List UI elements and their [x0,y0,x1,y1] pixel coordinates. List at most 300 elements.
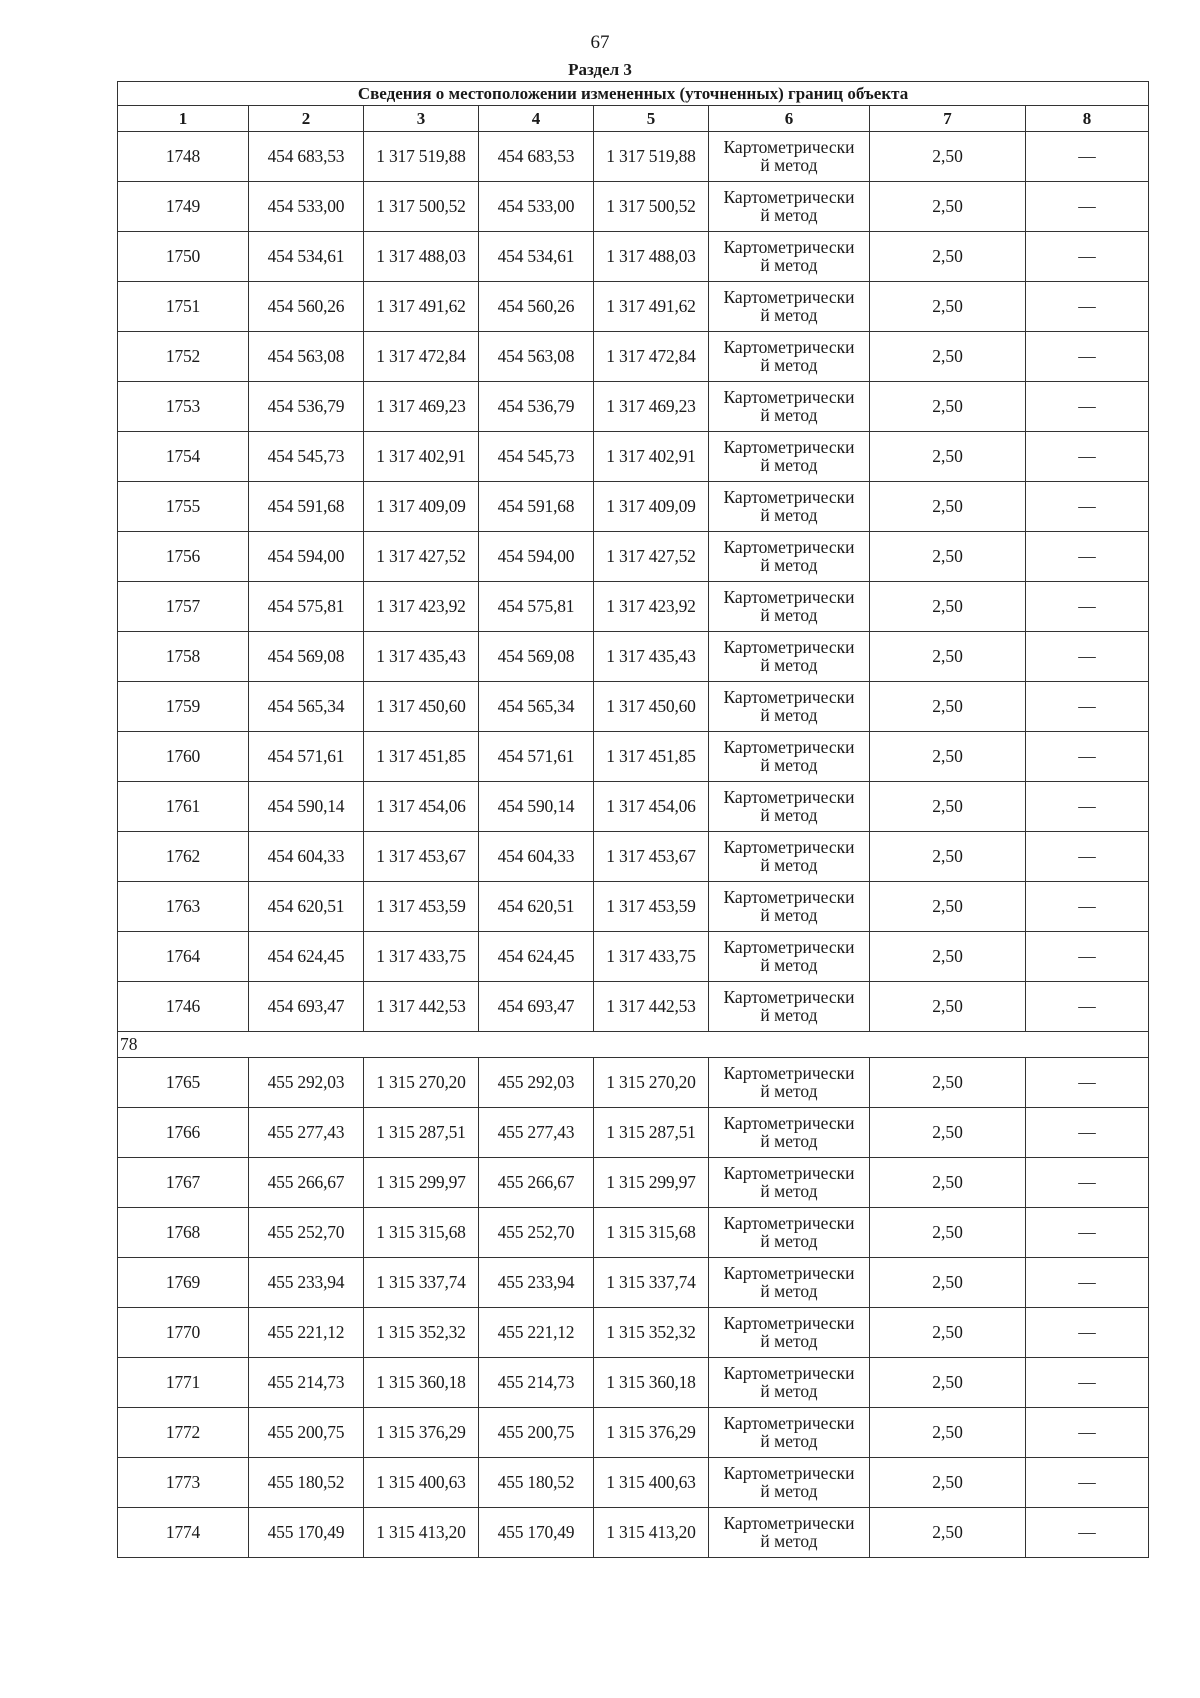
y-existing-cell: 1 315 413,20 [364,1508,479,1558]
method-line: й метод [760,204,818,225]
x-existing-cell: 454 590,14 [249,782,364,832]
table-row [118,782,1149,832]
description-cell: — [1026,482,1149,532]
method-line: й метод [760,1130,818,1151]
y-new-cell: 1 317 435,43 [594,632,709,682]
table-row [118,382,1149,432]
table-row [118,482,1149,532]
x-existing-cell: 454 693,47 [249,982,364,1032]
x-new-cell: 455 292,03 [479,1058,594,1108]
y-existing-cell: 1 317 435,43 [364,632,479,682]
precision-cell: 2,50 [870,1058,1026,1108]
y-existing-cell: 1 317 519,88 [364,132,479,182]
point-number-cell: 1752 [118,332,249,382]
method-cell [709,682,870,732]
page-number: 67 [590,32,610,53]
method-line: й метод [760,404,818,425]
precision-cell: 2,50 [870,182,1026,232]
y-existing-cell: 1 317 423,92 [364,582,479,632]
method-cell [709,932,870,982]
method-line: й метод [760,1004,818,1025]
x-existing-cell: 454 533,00 [249,182,364,232]
description-cell: — [1026,682,1149,732]
point-number-cell: 1772 [118,1408,249,1458]
method-cell [709,1358,870,1408]
method-line: Картометрически [723,687,855,707]
table-caption: Сведения о местоположении измененных (уточненных) границ объекта [118,82,1149,106]
x-new-cell: 454 591,68 [479,482,594,532]
y-existing-cell: 1 317 454,06 [364,782,479,832]
y-existing-cell: 1 317 450,60 [364,682,479,732]
method-line: й метод [760,454,818,475]
method-cell [709,232,870,282]
method-line: Картометрически [723,1063,855,1083]
y-new-cell: 1 317 472,84 [594,332,709,382]
point-number-cell: 1758 [118,632,249,682]
column-number: 5 [594,106,709,132]
y-new-cell: 1 315 315,68 [594,1208,709,1258]
point-number-cell: 1746 [118,982,249,1032]
precision-cell: 2,50 [870,232,1026,282]
y-existing-cell: 1 317 442,53 [364,982,479,1032]
y-new-cell: 1 315 400,63 [594,1458,709,1508]
y-existing-cell: 1 317 402,91 [364,432,479,482]
y-existing-cell: 1 317 433,75 [364,932,479,982]
method-cell [709,1158,870,1208]
point-number-cell: 1769 [118,1258,249,1308]
method-line: й метод [760,954,818,975]
x-new-cell: 454 620,51 [479,882,594,932]
table-row [118,1508,1149,1558]
method-line: й метод [760,904,818,925]
column-number: 4 [479,106,594,132]
y-new-cell: 1 317 402,91 [594,432,709,482]
y-new-cell: 1 317 427,52 [594,532,709,582]
column-number-row [118,106,1149,132]
method-line: й метод [760,254,818,275]
x-new-cell: 454 575,81 [479,582,594,632]
column-number: 7 [870,106,1026,132]
description-cell: — [1026,1058,1149,1108]
method-cell [709,1508,870,1558]
point-number-cell: 1771 [118,1358,249,1408]
x-new-cell: 454 604,33 [479,832,594,882]
method-cell [709,282,870,332]
point-number-cell: 1753 [118,382,249,432]
method-line: Картометрически [723,1263,855,1283]
method-cell [709,1258,870,1308]
method-line: Картометрически [723,587,855,607]
method-line: Картометрически [723,337,855,357]
table-row [118,882,1149,932]
method-line: й метод [760,154,818,175]
x-new-cell: 454 683,53 [479,132,594,182]
x-existing-cell: 454 624,45 [249,932,364,982]
method-cell [709,1308,870,1358]
y-new-cell: 1 315 287,51 [594,1108,709,1158]
x-new-cell: 454 563,08 [479,332,594,382]
description-cell: — [1026,1258,1149,1308]
point-number-cell: 1750 [118,232,249,282]
method-line: Картометрически [723,387,855,407]
precision-cell: 2,50 [870,832,1026,882]
method-line: Картометрически [723,287,855,307]
table-row [118,182,1149,232]
method-cell [709,582,870,632]
x-new-cell: 454 693,47 [479,982,594,1032]
table-row [118,282,1149,332]
method-line: й метод [760,1330,818,1351]
method-cell [709,632,870,682]
y-existing-cell: 1 315 352,32 [364,1308,479,1358]
method-line: Картометрически [723,187,855,207]
description-cell: — [1026,182,1149,232]
point-number-cell: 1774 [118,1508,249,1558]
x-existing-cell: 455 292,03 [249,1058,364,1108]
y-new-cell: 1 315 270,20 [594,1058,709,1108]
x-new-cell: 454 533,00 [479,182,594,232]
y-existing-cell: 1 317 409,09 [364,482,479,532]
method-cell [709,132,870,182]
precision-cell: 2,50 [870,432,1026,482]
y-new-cell: 1 317 409,09 [594,482,709,532]
x-existing-cell: 454 545,73 [249,432,364,482]
method-line: Картометрически [723,1113,855,1133]
description-cell: — [1026,832,1149,882]
x-new-cell: 454 545,73 [479,432,594,482]
precision-cell: 2,50 [870,332,1026,382]
y-existing-cell: 1 317 500,52 [364,182,479,232]
method-line: й метод [760,304,818,325]
precision-cell: 2,50 [870,1258,1026,1308]
y-new-cell: 1 317 433,75 [594,932,709,982]
description-cell: — [1026,382,1149,432]
description-cell: — [1026,1108,1149,1158]
table-row [118,732,1149,782]
description-cell: — [1026,1458,1149,1508]
method-line: й метод [760,654,818,675]
y-existing-cell: 1 315 337,74 [364,1258,479,1308]
method-cell [709,782,870,832]
table-row [118,1108,1149,1158]
method-line: Картометрически [723,737,855,757]
y-new-cell: 1 317 423,92 [594,582,709,632]
y-existing-cell: 1 317 488,03 [364,232,479,282]
method-cell [709,982,870,1032]
table-row [118,1308,1149,1358]
method-cell [709,332,870,382]
method-line: Картометрически [723,1213,855,1233]
point-number-cell: 1751 [118,282,249,332]
x-new-cell: 455 200,75 [479,1408,594,1458]
y-new-cell: 1 315 299,97 [594,1158,709,1208]
method-cell [709,1058,870,1108]
description-cell: — [1026,132,1149,182]
x-new-cell: 455 221,12 [479,1308,594,1358]
point-number-cell: 1763 [118,882,249,932]
point-number-cell: 1762 [118,832,249,882]
table-row [118,1258,1149,1308]
table-row [118,1158,1149,1208]
x-existing-cell: 455 214,73 [249,1358,364,1408]
method-cell [709,732,870,782]
description-cell: — [1026,232,1149,282]
group-label: 78 [118,1032,1149,1058]
precision-cell: 2,50 [870,1508,1026,1558]
point-number-cell: 1755 [118,482,249,532]
method-line: Картометрически [723,887,855,907]
table-row [118,1458,1149,1508]
y-existing-cell: 1 317 451,85 [364,732,479,782]
point-number-cell: 1759 [118,682,249,732]
method-cell [709,882,870,932]
precision-cell: 2,50 [870,1158,1026,1208]
table-row [118,1208,1149,1258]
description-cell: — [1026,632,1149,682]
y-existing-cell: 1 315 360,18 [364,1358,479,1408]
y-new-cell: 1 317 453,67 [594,832,709,882]
method-line: Картометрически [723,1363,855,1383]
table-caption-row [118,82,1149,106]
table-row [118,582,1149,632]
method-cell [709,432,870,482]
description-cell: — [1026,282,1149,332]
y-existing-cell: 1 317 427,52 [364,532,479,582]
point-number-cell: 1765 [118,1058,249,1108]
method-line: Картометрически [723,437,855,457]
precision-cell: 2,50 [870,1208,1026,1258]
method-line: Картометрически [723,137,855,157]
point-number-cell: 1761 [118,782,249,832]
method-line: й метод [760,1230,818,1251]
method-line: Картометрически [723,937,855,957]
y-existing-cell: 1 315 376,29 [364,1408,479,1458]
table-row [118,232,1149,282]
precision-cell: 2,50 [870,932,1026,982]
table-row [118,632,1149,682]
x-existing-cell: 454 591,68 [249,482,364,532]
method-cell [709,1208,870,1258]
x-new-cell: 454 569,08 [479,632,594,682]
y-new-cell: 1 315 413,20 [594,1508,709,1558]
method-line: й метод [760,1080,818,1101]
x-new-cell: 454 560,26 [479,282,594,332]
method-line: Картометрически [723,637,855,657]
method-line: й метод [760,504,818,525]
method-line: Картометрически [723,237,855,257]
method-line: й метод [760,1530,818,1551]
point-number-cell: 1764 [118,932,249,982]
description-cell: — [1026,532,1149,582]
description-cell: — [1026,932,1149,982]
method-line: й метод [760,1480,818,1501]
method-cell [709,1458,870,1508]
x-new-cell: 454 534,61 [479,232,594,282]
y-new-cell: 1 315 352,32 [594,1308,709,1358]
method-cell [709,832,870,882]
x-existing-cell: 454 571,61 [249,732,364,782]
y-new-cell: 1 317 488,03 [594,232,709,282]
description-cell: — [1026,432,1149,482]
x-new-cell: 455 266,67 [479,1158,594,1208]
method-line: й метод [760,804,818,825]
description-cell: — [1026,1358,1149,1408]
table-row [118,932,1149,982]
x-existing-cell: 454 565,34 [249,682,364,732]
boundary-coordinates-table [117,81,1149,1558]
y-new-cell: 1 317 500,52 [594,182,709,232]
description-cell: — [1026,582,1149,632]
x-existing-cell: 454 569,08 [249,632,364,682]
point-number-cell: 1767 [118,1158,249,1208]
x-existing-cell: 454 594,00 [249,532,364,582]
method-line: й метод [760,354,818,375]
table-row [118,532,1149,582]
column-number: 1 [118,106,249,132]
x-existing-cell: 454 620,51 [249,882,364,932]
precision-cell: 2,50 [870,1108,1026,1158]
description-cell: — [1026,1208,1149,1258]
y-existing-cell: 1 317 453,59 [364,882,479,932]
group-separator-row [118,1032,1149,1058]
y-existing-cell: 1 317 469,23 [364,382,479,432]
x-existing-cell: 454 536,79 [249,382,364,432]
method-line: Картометрически [723,987,855,1007]
y-new-cell: 1 317 519,88 [594,132,709,182]
table-row [118,132,1149,182]
x-new-cell: 455 277,43 [479,1108,594,1158]
method-line: Картометрически [723,1413,855,1433]
method-cell [709,182,870,232]
y-existing-cell: 1 315 400,63 [364,1458,479,1508]
point-number-cell: 1748 [118,132,249,182]
x-new-cell: 455 233,94 [479,1258,594,1308]
table-row [118,1408,1149,1458]
precision-cell: 2,50 [870,732,1026,782]
method-cell [709,482,870,532]
y-existing-cell: 1 315 287,51 [364,1108,479,1158]
precision-cell: 2,50 [870,1408,1026,1458]
point-number-cell: 1749 [118,182,249,232]
method-cell [709,1408,870,1458]
x-existing-cell: 454 560,26 [249,282,364,332]
method-line: Картометрически [723,487,855,507]
method-line: Картометрически [723,787,855,807]
y-new-cell: 1 317 453,59 [594,882,709,932]
point-number-cell: 1760 [118,732,249,782]
description-cell: — [1026,732,1149,782]
method-cell [709,382,870,432]
y-existing-cell: 1 315 299,97 [364,1158,479,1208]
x-existing-cell: 454 534,61 [249,232,364,282]
method-line: й метод [760,554,818,575]
description-cell: — [1026,982,1149,1032]
x-new-cell: 454 571,61 [479,732,594,782]
method-line: й метод [760,604,818,625]
x-existing-cell: 455 252,70 [249,1208,364,1258]
y-new-cell: 1 315 376,29 [594,1408,709,1458]
x-existing-cell: 455 266,67 [249,1158,364,1208]
y-new-cell: 1 317 451,85 [594,732,709,782]
x-existing-cell: 454 575,81 [249,582,364,632]
precision-cell: 2,50 [870,382,1026,432]
method-line: й метод [760,704,818,725]
description-cell: — [1026,1408,1149,1458]
precision-cell: 2,50 [870,982,1026,1032]
description-cell: — [1026,1508,1149,1558]
x-new-cell: 454 590,14 [479,782,594,832]
method-line: й метод [760,1180,818,1201]
y-existing-cell: 1 317 453,67 [364,832,479,882]
precision-cell: 2,50 [870,132,1026,182]
y-existing-cell: 1 315 270,20 [364,1058,479,1108]
precision-cell: 2,50 [870,1458,1026,1508]
method-line: й метод [760,1430,818,1451]
precision-cell: 2,50 [870,682,1026,732]
column-number: 8 [1026,106,1149,132]
x-existing-cell: 454 683,53 [249,132,364,182]
table-row [118,332,1149,382]
precision-cell: 2,50 [870,482,1026,532]
y-new-cell: 1 317 469,23 [594,382,709,432]
method-line: Картометрически [723,837,855,857]
table-row [118,682,1149,732]
method-line: й метод [760,854,818,875]
precision-cell: 2,50 [870,532,1026,582]
table-row [118,982,1149,1032]
x-new-cell: 455 214,73 [479,1358,594,1408]
precision-cell: 2,50 [870,282,1026,332]
x-new-cell: 455 252,70 [479,1208,594,1258]
y-new-cell: 1 317 491,62 [594,282,709,332]
table-row [118,432,1149,482]
column-number: 6 [709,106,870,132]
precision-cell: 2,50 [870,782,1026,832]
x-existing-cell: 455 180,52 [249,1458,364,1508]
method-line: й метод [760,754,818,775]
y-new-cell: 1 315 360,18 [594,1358,709,1408]
method-cell [709,532,870,582]
y-new-cell: 1 317 450,60 [594,682,709,732]
x-existing-cell: 455 170,49 [249,1508,364,1558]
precision-cell: 2,50 [870,1308,1026,1358]
x-new-cell: 455 180,52 [479,1458,594,1508]
x-existing-cell: 455 277,43 [249,1108,364,1158]
description-cell: — [1026,332,1149,382]
point-number-cell: 1756 [118,532,249,582]
table-row [118,1058,1149,1108]
method-line: й метод [760,1280,818,1301]
y-new-cell: 1 317 442,53 [594,982,709,1032]
column-number: 3 [364,106,479,132]
method-line: Картометрически [723,1463,855,1483]
x-existing-cell: 454 563,08 [249,332,364,382]
point-number-cell: 1754 [118,432,249,482]
table-row [118,832,1149,882]
x-existing-cell: 455 200,75 [249,1408,364,1458]
description-cell: — [1026,782,1149,832]
x-new-cell: 454 565,34 [479,682,594,732]
point-number-cell: 1773 [118,1458,249,1508]
y-existing-cell: 1 317 491,62 [364,282,479,332]
method-line: Картометрически [723,1313,855,1333]
y-existing-cell: 1 315 315,68 [364,1208,479,1258]
description-cell: — [1026,1158,1149,1208]
method-line: Картометрически [723,1513,855,1533]
x-new-cell: 455 170,49 [479,1508,594,1558]
x-existing-cell: 455 221,12 [249,1308,364,1358]
precision-cell: 2,50 [870,632,1026,682]
